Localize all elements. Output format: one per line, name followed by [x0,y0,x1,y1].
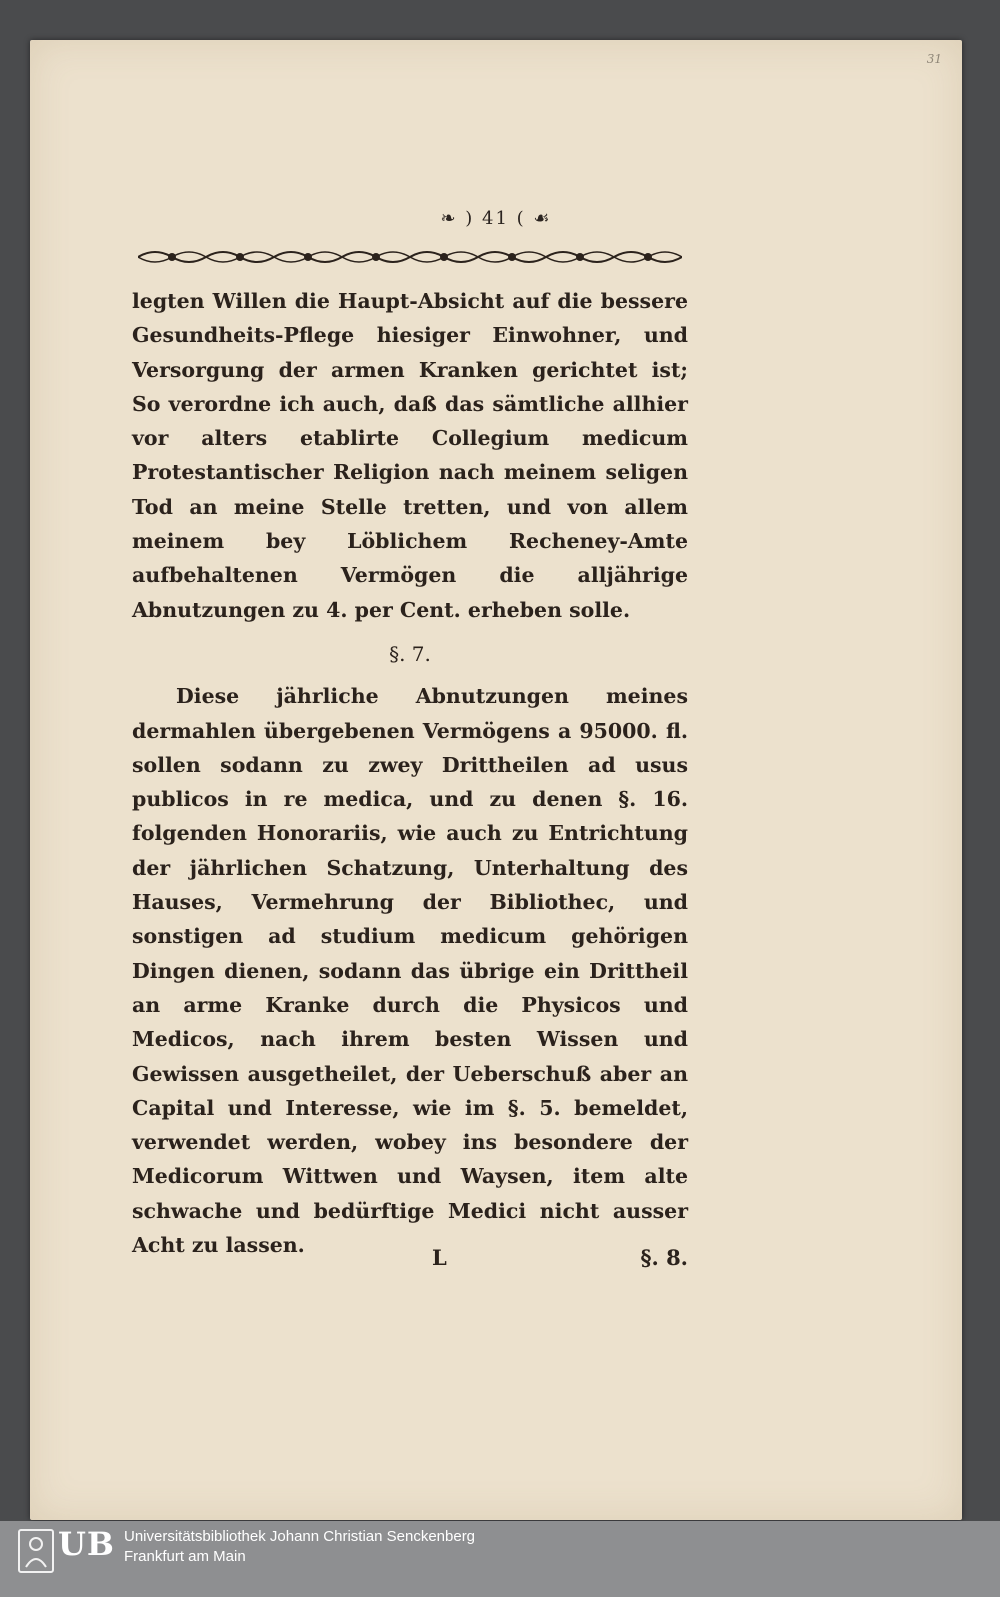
library-name-line2: Frankfurt am Main [124,1548,246,1565]
decorative-border-ornament [138,246,682,268]
folio-number: 31 [926,52,942,66]
document-page [30,40,962,1520]
signature-mark: L [432,1245,447,1270]
library-name-line1: Universitätsbibliothek Johann Christian Senckenberg [124,1528,476,1545]
library-logo-text: UB [58,1525,115,1563]
section-heading: §. 7. [389,641,431,666]
catchword: §. 8. [640,1245,688,1270]
library-name [124,1527,475,1567]
library-footer-bar [0,1521,1000,1597]
paragraph-continuation: legten Willen die Haupt-Absicht auf die bessere Gesundheits-Pflege hiesiger Einwohner, und Versorgung der armen Kranken gerichtet ist; So verordne ich auch, daß das sämtliche allhier vor alters etablirte Collegium medicum Protestantischer Religion nach meinem seligen Tod an meine Stelle tretten, und von allem meinem bey Löblichem Recheney-Amte aufbehaltenen Vermögen die alljährige Abnutzungen zu 4. per Cent. erheben solle. [132,289,688,622]
library-seal-icon [18,1529,54,1573]
page-header: ❧ ) 41 ( ☙ [440,208,552,229]
body-text [132,284,688,1262]
section-paragraph: Diese jährliche Abnutzungen meines dermahlen übergebenen Vermögens a 95000. fl. sollen sodann zu zwey Drittheilen ad usus publicos in re medica, und zu denen §. 16. folgenden Honorariis, wie auch zu Entrichtung der jährlichen Schatzung, Unterhaltung des Hauses, Vermehrung der Bibliothec, und sonstigen ad studium medicum gehörigen Dingen dienen, sodann das übrige ein Drittheil an arme Kranke durch die Physicos und Medicos, nach ihrem besten Wissen und Gewissen ausgetheilet, der Ueberschuß aber an Capital und Interesse, wie im §. 5. bemeldet, verwendet werden, wobey ins besondere der Medicorum Wittwen und Waysen, item alte schwache und bedürftige Medici nicht ausser Acht zu lassen. [132,684,688,1258]
